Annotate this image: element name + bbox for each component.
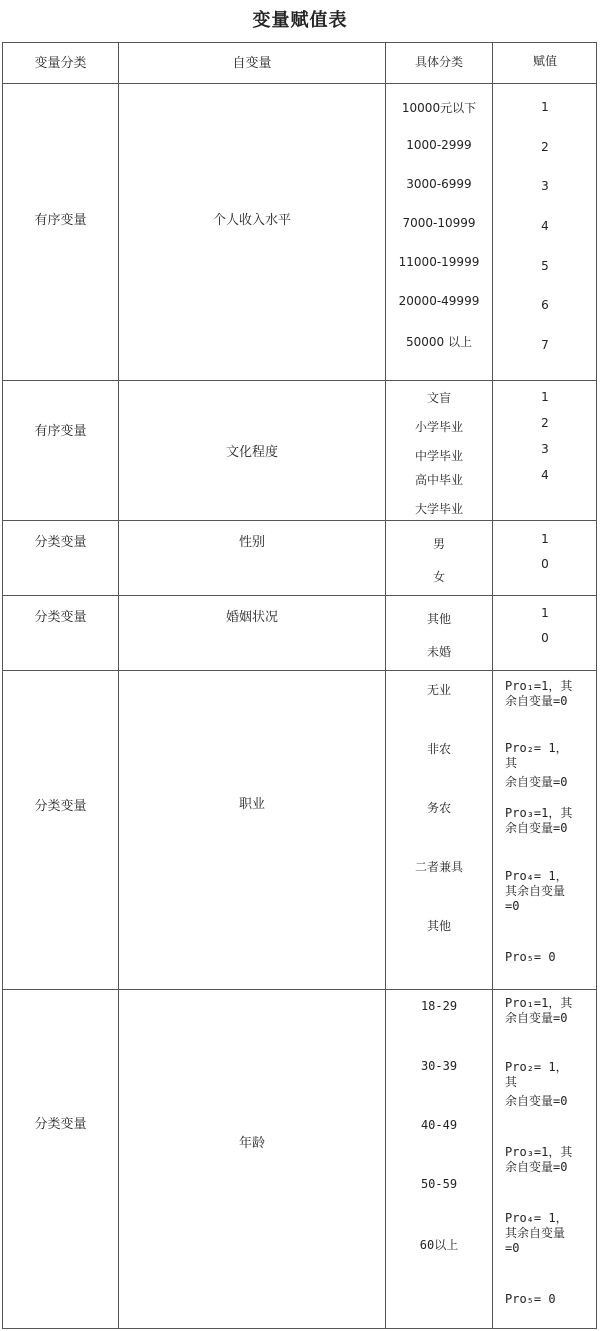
age-category: 分类变量 — [34, 1117, 87, 1132]
income-value: 2 — [541, 140, 549, 154]
header-specific: 具体分类 — [414, 55, 463, 69]
age-code — [505, 1060, 597, 1109]
gender-value: 1 — [541, 532, 549, 546]
col-divider — [492, 43, 493, 1328]
age-code — [505, 1292, 597, 1307]
code-line: 余自变量=0 — [505, 1094, 568, 1108]
education-variable: 文化程度 — [225, 445, 278, 460]
education-value: 3 — [541, 442, 549, 456]
code-line: Pro₅= 0 — [505, 1292, 556, 1306]
table-title: 变量赋值表 — [252, 10, 348, 31]
income-value: 3 — [541, 179, 549, 193]
code-line: Pro₅= 0 — [505, 950, 556, 964]
income-level: 10000元以下 — [401, 101, 477, 115]
marriage-value: 0 — [541, 631, 549, 645]
gender-variable: 性别 — [238, 535, 265, 550]
income-level: 7000-10999 — [402, 216, 476, 230]
code-line: 其 — [505, 756, 518, 770]
code-line: 余自变量=0 — [505, 821, 568, 835]
age-level: 40-49 — [420, 1118, 458, 1132]
age-code — [505, 996, 597, 1026]
education-level: 小学毕业 — [414, 420, 463, 434]
code-line: 其余自变量 — [505, 884, 566, 898]
income-level: 11000-19999 — [398, 255, 480, 269]
code-line: Pro₄= 1， — [505, 1211, 568, 1225]
occupation-level: 其他 — [426, 919, 451, 933]
code-line: Pro₁=1，其 — [505, 679, 573, 693]
marriage-variable: 婚姻状况 — [225, 610, 278, 625]
education-category: 有序变量 — [34, 424, 87, 439]
income-level: 1000-2999 — [406, 138, 472, 152]
education-level: 中学毕业 — [414, 449, 463, 463]
code-line: =0 — [505, 899, 520, 913]
code-line: =0 — [505, 1241, 520, 1255]
code-line: Pro₃=1，其 — [505, 806, 573, 820]
code-line: 余自变量=0 — [505, 694, 568, 708]
marriage-category: 分类变量 — [34, 610, 87, 625]
code-line: 其 — [505, 1075, 518, 1089]
income-value: 5 — [541, 259, 549, 273]
header-category: 变量分类 — [34, 56, 87, 71]
income-value: 4 — [541, 219, 549, 233]
gender-category: 分类变量 — [34, 535, 87, 550]
occupation-level: 务农 — [426, 801, 451, 815]
code-line: 其余自变量 — [505, 1226, 566, 1240]
occupation-code — [505, 741, 597, 790]
row-divider — [3, 380, 596, 381]
occupation-level: 无业 — [426, 683, 451, 697]
age-level: 60以上 — [419, 1238, 459, 1252]
education-level: 高中毕业 — [414, 473, 463, 487]
age-level: 18-29 — [420, 999, 458, 1013]
income-value: 6 — [541, 298, 549, 312]
education-value: 1 — [541, 390, 549, 404]
marriage-value: 1 — [541, 606, 549, 620]
row-divider — [3, 670, 596, 671]
education-value: 4 — [541, 468, 549, 482]
header-value: 赋值 — [532, 54, 557, 68]
gender-level: 女 — [432, 570, 445, 584]
row-divider — [3, 989, 596, 990]
marriage-level: 未婚 — [426, 645, 451, 659]
income-variable: 个人收入水平 — [212, 213, 291, 228]
occupation-code — [505, 950, 597, 965]
occupation-variable: 职业 — [238, 797, 265, 812]
row-divider — [3, 83, 596, 84]
gender-value: 0 — [541, 557, 549, 571]
code-line: Pro₁=1，其 — [505, 996, 573, 1010]
age-level: 50-59 — [420, 1177, 458, 1191]
education-value: 2 — [541, 416, 549, 430]
occupation-level: 二者兼具 — [414, 860, 463, 874]
occupation-code — [505, 679, 597, 709]
education-level: 大学毕业 — [414, 502, 463, 516]
occupation-level: 非农 — [426, 742, 451, 756]
income-level: 20000-49999 — [398, 294, 480, 308]
income-category: 有序变量 — [34, 213, 87, 228]
row-divider — [3, 520, 596, 521]
code-line: 余自变量=0 — [505, 1160, 568, 1174]
education-level: 文盲 — [426, 391, 451, 405]
gender-level: 男 — [432, 537, 445, 551]
age-code — [505, 1145, 597, 1175]
income-value: 7 — [541, 338, 549, 352]
age-code — [505, 1211, 597, 1256]
code-line: Pro₄= 1， — [505, 869, 568, 883]
code-line: 余自变量=0 — [505, 775, 568, 789]
income-level: 50000 以上 — [406, 335, 472, 349]
code-line: Pro₃=1，其 — [505, 1145, 573, 1159]
occupation-category: 分类变量 — [34, 799, 87, 814]
variable-table — [2, 42, 597, 1329]
occupation-code — [505, 869, 597, 914]
age-level: 30-39 — [420, 1059, 458, 1073]
code-line: 余自变量=0 — [505, 1011, 568, 1025]
income-value: 1 — [541, 100, 549, 114]
code-line: Pro₂= 1， — [505, 741, 568, 755]
header-variable: 自变量 — [232, 56, 272, 71]
code-line: Pro₂= 1， — [505, 1060, 568, 1074]
age-variable: 年龄 — [238, 1136, 265, 1151]
row-divider — [3, 595, 596, 596]
income-level: 3000-6999 — [406, 177, 472, 191]
marriage-level: 其他 — [426, 612, 451, 626]
occupation-code — [505, 806, 597, 836]
